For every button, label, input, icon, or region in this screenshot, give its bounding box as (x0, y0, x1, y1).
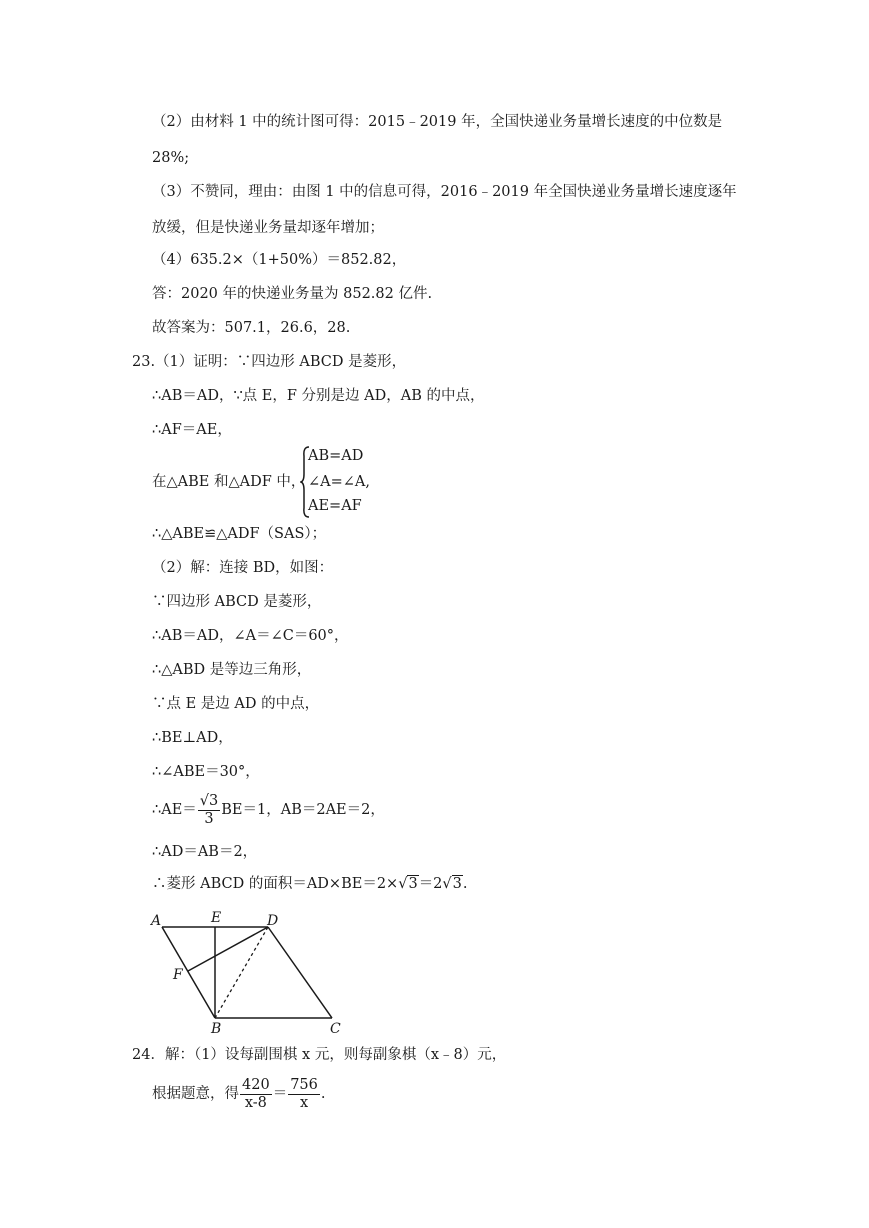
line-3-disagree: （3）不赞同，理由：由图 1 中的信息可得，2016﹣2019 年全国快递业务量增长速度逐年 (152, 184, 737, 200)
line-q23-proof: 23.（1）证明：∵四边形 ABCD 是菱形， (132, 354, 407, 370)
equals-sign: ＝ (272, 1086, 288, 1102)
radicand: 3 (452, 876, 462, 892)
area-prefix: ∴菱形 ABCD 的面积＝AD×BE＝2× (152, 876, 399, 892)
line-4-calc: （4）635.2×（1+50%）＝852.82， (152, 252, 407, 268)
label-f: F (173, 967, 183, 983)
segment-dc (268, 927, 332, 1018)
fraction-numerator: √3 (199, 792, 219, 809)
ae-prefix: ∴AE＝ (152, 802, 197, 818)
line-ae-value (152, 790, 385, 830)
segment-bd-dashed (215, 927, 268, 1018)
fraction-denominator: x (299, 1094, 309, 1111)
sqrt-3-b: √3 (442, 876, 462, 892)
line-angle-60: ∴AB＝AD，∠A＝∠C＝60°， (152, 628, 349, 644)
area-suffix: . (462, 876, 468, 892)
fraction-sqrt3-over-3 (198, 793, 220, 828)
line-final-answer: 故答案为：507.1，26.6，28. (152, 320, 351, 336)
line-28pct: 28%; (152, 150, 190, 166)
equation-system (300, 446, 380, 518)
sqrt-3-a: √3 (398, 876, 418, 892)
segment-ab (162, 927, 215, 1018)
line-q23-part2: （2）解：连接 BD，如图： (152, 560, 334, 576)
system-row-3: AE=AF (308, 498, 362, 514)
line-congruent: ∴△ABE≌△ADF（SAS）； (152, 526, 327, 542)
line-2-median: （2）由材料 1 中的统计图可得：2015﹣2019 年，全国快递业务量增长速度的中位数是 (152, 114, 723, 130)
label-c: C (330, 1021, 341, 1035)
fraction-denominator: 3 (204, 810, 214, 827)
radicand: 3 (408, 876, 418, 892)
line-area (152, 874, 468, 894)
fraction-denominator: x-8 (244, 1094, 267, 1111)
line-slowdown: 放缓，但是快递业务量却逐年增加； (152, 220, 384, 236)
system-row-1: AB=AD (308, 448, 364, 464)
fraction-756 (288, 1077, 320, 1112)
line-perpendicular: ∴BE⊥AD， (152, 730, 233, 746)
line-midpoint-e: ∵点 E 是边 AD 的中点， (152, 696, 320, 712)
fraction-numerator: 756 (290, 1076, 318, 1093)
ae-suffix: BE＝1，AB＝2AE＝2， (221, 802, 385, 818)
equation-prefix: 根据题意，得 (152, 1086, 239, 1102)
line-q24: 24．解：（1）设每副围棋 x 元，则每副象棋（x﹣8）元， (132, 1047, 507, 1063)
equation-suffix: . (320, 1086, 326, 1102)
label-e: E (211, 910, 222, 926)
line-equation (152, 1072, 325, 1116)
line-ad-ab: ∴AD＝AB＝2， (152, 844, 258, 860)
line-ab-ad-midpoints: ∴AB＝AD，∵点 E，F 分别是边 AD，AB 的中点， (152, 388, 485, 404)
fraction-420 (240, 1077, 272, 1112)
line-angle-30: ∴∠ABE＝30°， (152, 764, 260, 780)
rhombus-figure (145, 905, 355, 1035)
label-d: D (267, 913, 279, 929)
line-rhombus: ∵四边形 ABCD 是菱形， (152, 594, 322, 610)
area-mid: ＝2 (418, 876, 443, 892)
fraction-numerator: 420 (242, 1076, 270, 1093)
line-in-triangles: 在△ABE 和△ADF 中， (152, 474, 306, 490)
system-row-2: ∠A=∠A, (308, 474, 371, 490)
line-answer-2020: 答：2020 年的快递业务量为 852.82 亿件. (152, 286, 433, 302)
label-a: A (151, 913, 162, 929)
segment-fd (188, 927, 268, 971)
label-b: B (211, 1021, 222, 1035)
line-af-ae: ∴AF＝AE， (152, 422, 232, 438)
line-equilateral: ∴△ABD 是等边三角形， (152, 662, 312, 678)
